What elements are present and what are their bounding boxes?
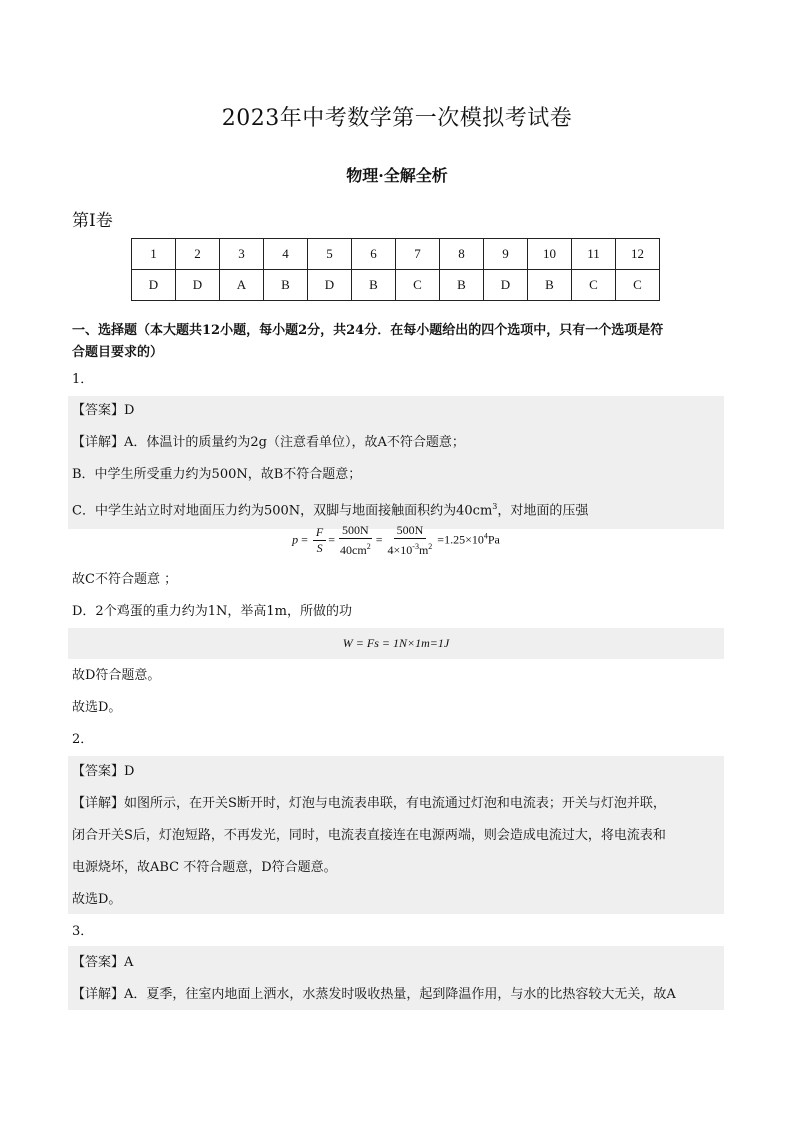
question-number-cell: 12 [616,239,660,270]
answer-line: 【答案】A [72,955,134,970]
question-number: 2． [72,732,94,747]
detail-text: C．中学生站立时对地面压力约为500N，双脚与地面接触面积约为40cm [72,503,493,519]
question-number-cell: 11 [572,239,616,270]
section-heading-line: 合题目要求的） [72,345,164,360]
formula-symbol: p [292,532,299,547]
section-heading [72,320,724,364]
detail-line: 【详解】A．夏季，往室内地面上洒水，水蒸发时吸收热量，起到降温作用，与水的比热容较大无关，故A [72,987,676,1002]
question-number: 1． [72,372,94,387]
answer-cell: C [396,270,440,301]
work-formula [68,636,724,651]
section-heading-line: 一、选择题（本大题共12小题，每小题2分，共24分．在每小题给出的四个选项中，只有一个选项是符 [72,323,664,338]
detail-line: 故C不符合题意 ； [72,572,178,587]
answer-cell: B [440,270,484,301]
detail-line [72,496,724,518]
fraction [385,523,436,558]
answer-cell: C [572,270,616,301]
formula-unit: Pa [487,532,500,547]
question-number-cell: 2 [176,239,220,270]
denominator-text: 40cm [340,543,367,557]
detail-line: 故选D。 [72,700,122,715]
answer-table-number-row [132,239,660,270]
answer-cell: B [264,270,308,301]
detail-line: 电源烧坏，故ABC 不符合题意，D符合题意。 [72,860,337,875]
volume-label: 第Ⅰ卷 [72,211,113,231]
answer-cell: D [176,270,220,301]
detail-line: D．2个鸡蛋的重力约为1N，举高1m，所做的功 [72,604,352,619]
page-title: 2023年中考数学第一次模拟考试卷 [221,106,573,131]
question-number-cell: 7 [396,239,440,270]
detail-line: 闭合开关S后，灯泡短路，不再发光，同时，电流表直接连在电源两端，则会造成电流过大，将电流表和 [72,828,666,843]
denominator-text: 4×10 [387,543,413,557]
question-number-cell: 10 [528,239,572,270]
question-number-cell: 8 [440,239,484,270]
denominator-unit: m [418,543,429,557]
formula-text: W = Fs = 1N×1m=1J [342,636,450,650]
question-number-cell: 3 [220,239,264,270]
detail-line: 【详解】如图所示，在开关S断开时，灯泡与电流表串联，有电流通过灯泡和电流表；开关与灯泡并联， [72,796,666,811]
answer-line: 【答案】D [72,403,135,418]
superscript: 3 [492,502,498,511]
question-number-cell: 1 [132,239,176,270]
detail-line: 故D符合题意。 [72,668,161,683]
question-number-cell: 5 [308,239,352,270]
superscript: 2 [428,542,433,551]
detail-line: 故选D。 [72,892,122,907]
fraction [313,525,326,556]
answer-cell: C [616,270,660,301]
fraction-denominator: S [316,541,323,555]
question-number-cell: 9 [484,239,528,270]
question-number-cell: 6 [352,239,396,270]
question-number: 3． [72,924,94,939]
fraction-numerator: 500N [394,523,427,539]
answer-cell: B [528,270,572,301]
answer-table [131,238,660,301]
fraction-denominator [337,539,374,558]
answer-cell: D [132,270,176,301]
fraction [337,523,374,558]
fraction-denominator [385,539,436,558]
superscript: -3 [412,542,419,551]
question-number-cell: 4 [264,239,308,270]
detail-line: 【详解】A．体温计的质量约为2g（注意看单位），故A不符合题意； [72,435,465,450]
answer-cell: D [484,270,528,301]
detail-text: ，对地面的压强 [497,503,589,519]
fraction-numerator: 500N [339,523,372,539]
answer-cell: D [308,270,352,301]
fraction-numerator: F [313,525,326,541]
formula-result: =1.25×10 [437,532,484,547]
answer-table-answer-row [132,270,660,301]
page-subtitle: 物理·全解全析 [346,166,448,185]
superscript: 2 [366,542,371,551]
detail-line: B．中学生所受重力约为500N，故B不符合题意； [72,467,362,482]
superscript: 4 [483,531,488,541]
pressure-formula: p = $\frac{F}{S}$ = $\frac{500N}{40cm^2}$ = $\frac{500N}{4\times 10^{-3}m^2}$ $=1.25\times 10^4Pa$ [292,523,500,557]
answer-line: 【答案】D [72,764,135,779]
answer-cell: B [352,270,396,301]
answer-cell: A [220,270,264,301]
